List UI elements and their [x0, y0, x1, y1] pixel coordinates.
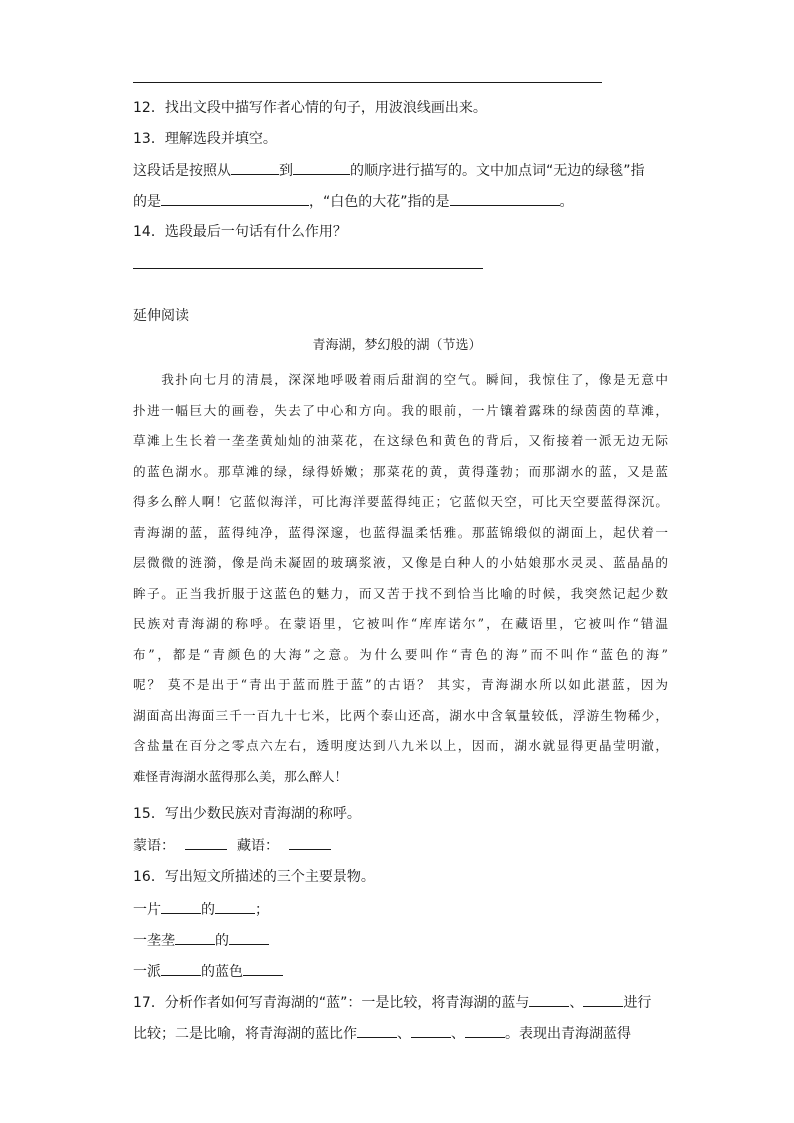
question-17-line1: [133, 992, 651, 1013]
answer-blank[interactable]: [185, 835, 227, 850]
mongol-label: 蒙语：: [133, 838, 175, 854]
answer-blank[interactable]: [175, 930, 215, 945]
question-13-line1: [133, 160, 645, 181]
answer-blank[interactable]: [411, 1023, 451, 1038]
answer-blank[interactable]: [231, 160, 279, 175]
q16-text: 一片: [133, 902, 161, 918]
answer-blank[interactable]: [465, 1023, 505, 1038]
q16-text: 一派: [133, 964, 161, 980]
question-13-title: 13．理解选段并填空。: [133, 131, 277, 147]
question-13-line2: [133, 191, 574, 212]
q16-text: 的: [201, 902, 215, 918]
q17-text: 比较；二是比喻，将青海湖的蓝比作: [133, 1026, 357, 1042]
passage-line: 呢？ 莫不是出于“青出于蓝而胜于蓝”的古语？ 其实，青海湖水所以如此湛蓝，因为: [133, 677, 668, 692]
question-16-row2: [133, 930, 269, 951]
q17-text: 进行: [623, 995, 652, 1011]
answer-blank[interactable]: [215, 899, 255, 914]
answer-blank[interactable]: [357, 1023, 397, 1038]
answer-blank[interactable]: [583, 992, 623, 1007]
question-15-title: 15．写出少数民族对青海湖的称呼。: [133, 806, 361, 822]
q17-text: 、: [397, 1026, 411, 1042]
q16-text: 的蓝色: [201, 964, 243, 980]
q17-text: 、: [569, 995, 584, 1011]
passage-line: 层微微的涟漪，像是尚未凝固的玻璃浆液，又像是白种人的小姑娘那水灵灵、蓝晶晶的: [133, 555, 668, 570]
passage-line: 民族对青海湖的称呼。在蒙语里，它被叫作“库库诺尔”，在藏语里，它被叫作“错温: [133, 616, 668, 631]
passage-line: 含盐量在百分之零点六左右，透明度达到八九米以上，因而，湖水就显得更晶莹明澈，: [133, 738, 668, 753]
section-label: 延伸阅读: [133, 308, 189, 324]
passage-line: 的蓝色湖水。那草滩的绿，绿得娇嫩；那菜花的黄，黄得蓬勃；而那湖水的蓝，又是蓝: [133, 463, 668, 479]
q16-text: 一垄垄: [133, 933, 175, 949]
q17-text: 17．分析作者如何写青海湖的“蓝”：一是比较，将青海湖的蓝与: [133, 995, 530, 1011]
answer-blank[interactable]: [161, 899, 201, 914]
question-14: 14．选段最后一句话有什么作用？: [133, 224, 347, 240]
answer-blank[interactable]: [293, 160, 350, 175]
passage-line: 难怪青海湖水蓝得那么美，那么醉人！: [133, 768, 348, 784]
q13-text: 的是: [133, 194, 161, 210]
question-17-line2: [133, 1023, 631, 1044]
question-16-title: 16．写出短文所描述的三个主要景物。: [133, 869, 375, 885]
passage-line: 青海湖的蓝，蓝得纯净，蓝得深邃，也蓝得温柔恬雅。那蓝锦缎似的湖面上，起伏着一: [133, 524, 668, 540]
answer-blank[interactable]: [161, 961, 201, 976]
q16-text: 的: [215, 933, 229, 949]
answer-blank[interactable]: [529, 992, 569, 1007]
passage-line: 我扑向七月的清晨，深深地呼吸着雨后甜润的空气。瞬间，我惊住了，像是无意中: [133, 372, 668, 387]
passage-line: 草滩上生长着一垄垄黄灿灿的油菜花，在这绿色和黄色的背后，又衔接着一派无边无际: [133, 433, 668, 448]
passage-line: 眸子。正当我折服于这蓝色的魅力，而又苦于找不到恰当比喻的时候，我突然记起少数: [133, 585, 668, 601]
answer-blank[interactable]: [289, 835, 331, 850]
q17-text: 、: [451, 1026, 465, 1042]
q13-text: ，“白色的大花”指的是: [309, 194, 450, 210]
q13-text: 的顺序进行描写的。文中加点词“无边的绿毯”指: [350, 163, 645, 179]
answer-blank[interactable]: [161, 191, 309, 206]
answer-blank[interactable]: [243, 961, 283, 976]
article-passage: [133, 365, 668, 792]
article-title: 青海湖，梦幻般的湖（节选）: [312, 338, 482, 353]
passage-line: 得多么醉人啊！它蓝似海洋，可比海洋要蓝得纯正；它蓝似天空，可比天空要蓝得深沉。: [133, 494, 668, 509]
answer-line-top: [133, 82, 602, 83]
passage-line: 湖面高出海面三千一百九十七米，比两个泰山还高，湖水中含氧量较低，浮游生物稀少，: [133, 707, 668, 723]
question-16-row1: [133, 899, 269, 920]
question-15-answers: [133, 835, 331, 856]
tibetan-label: 藏语：: [237, 838, 279, 854]
q13-text: 这段话是按照从: [133, 163, 231, 179]
q13-text: 。: [559, 194, 574, 210]
answer-line-14[interactable]: [133, 268, 483, 269]
q16-text: ；: [255, 902, 269, 918]
question-12: 12．找出文段中描写作者心情的句子，用波浪线画出来。: [133, 100, 487, 116]
q13-text: 到: [279, 163, 293, 179]
passage-line: 布”，都是“青颜色的大海”之意。为什么要叫作“青色的海”而不叫作“蓝色的海”: [133, 646, 668, 662]
answer-blank[interactable]: [229, 930, 269, 945]
passage-line: 扑进一幅巨大的画卷，失去了中心和方向。我的眼前，一片镶着露珠的绿茵茵的草滩，: [133, 402, 668, 418]
question-16-row3: [133, 961, 283, 982]
answer-blank[interactable]: [450, 191, 560, 206]
q17-text: 。表现出青海湖蓝得: [505, 1026, 631, 1042]
